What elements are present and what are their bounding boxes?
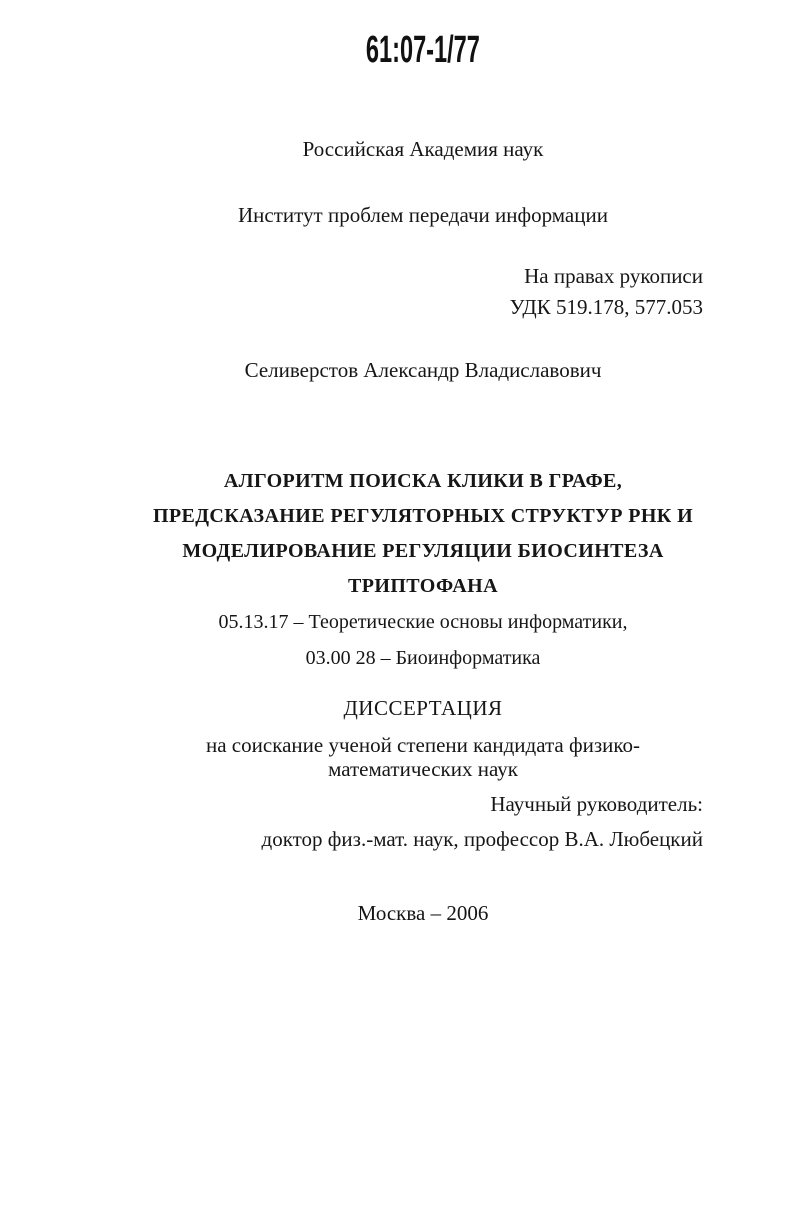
manuscript-rights-note: На правах рукописи [524,264,703,288]
academy-name: Российская Академия наук [302,137,544,161]
specialty-codes [143,604,703,676]
specialty-code-2: 03.00 28 – Биоинформатика [305,647,541,669]
dissertation-title [143,464,703,604]
dissertation-title-line-3: МОДЕЛИРОВАНИЕ РЕГУЛЯЦИИ БИОСИНТЕЗА ТРИПТОФАНА [182,540,664,597]
catalog-stamp [143,30,703,70]
supervisor-name: доктор физ.-мат. наук, профессор В.А. Любецкий [261,827,703,851]
city-year: Москва – 2006 [357,901,489,925]
dissertation-heading: ДИССЕРТАЦИЯ [343,696,503,720]
specialty-code-1: 05.13.17 – Теоретические основы информатики, [218,611,628,633]
author-name: Селиверстов Александр Владиславович [244,358,602,382]
dissertation-title-line-2: ПРЕДСКАЗАНИЕ РЕГУЛЯТОРНЫХ СТРУКТУР РНК И [152,505,694,527]
degree-line: на соискание ученой степени кандидата физико-математических наук [206,733,640,781]
supervisor-block [143,787,703,857]
supervisor-label: Научный руководитель: [490,792,703,816]
catalog-stamp-code: 61:07-1/77 [366,29,480,71]
manuscript-block [143,261,703,323]
dissertation-title-line-1: АЛГОРИТМ ПОИСКА КЛИКИ В ГРАФЕ, [223,470,623,492]
institute-name: Институт проблем передачи информации [238,203,608,227]
udk-number: УДК 519.178, 577.053 [509,295,703,319]
